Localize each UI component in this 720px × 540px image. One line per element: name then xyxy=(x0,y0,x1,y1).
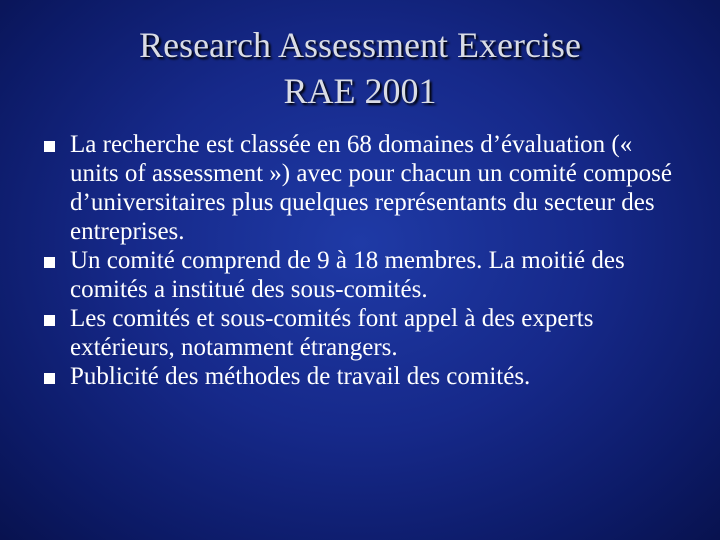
square-bullet-icon xyxy=(44,141,55,152)
bullet-item xyxy=(40,304,680,362)
slide-title xyxy=(60,22,660,114)
title-line-2: RAE 2001 xyxy=(283,71,437,111)
square-bullet-icon xyxy=(44,373,55,384)
bullet-text: Un comité comprend de 9 à 18 membres. La moitié des comités a institué des sous-comités. xyxy=(70,247,625,303)
bullet-text: Les comités et sous-comités font appel à des experts extérieurs, notamment étrangers. xyxy=(70,305,594,361)
bullet-text: Publicité des méthodes de travail des comités. xyxy=(70,363,531,390)
bullet-item xyxy=(40,130,680,246)
bullet-text: La recherche est classée en 68 domaines d’évaluation (« units of assessment ») avec pour chacun un comité composé d’universitaires plus quelques représentants du secteur des entreprises. xyxy=(70,131,672,245)
bullet-list xyxy=(40,130,680,391)
square-bullet-icon xyxy=(44,315,55,326)
title-line-1: Research Assessment Exercise xyxy=(139,25,581,65)
bullet-item xyxy=(40,362,680,391)
square-bullet-icon xyxy=(44,257,55,268)
bullet-item xyxy=(40,246,680,304)
